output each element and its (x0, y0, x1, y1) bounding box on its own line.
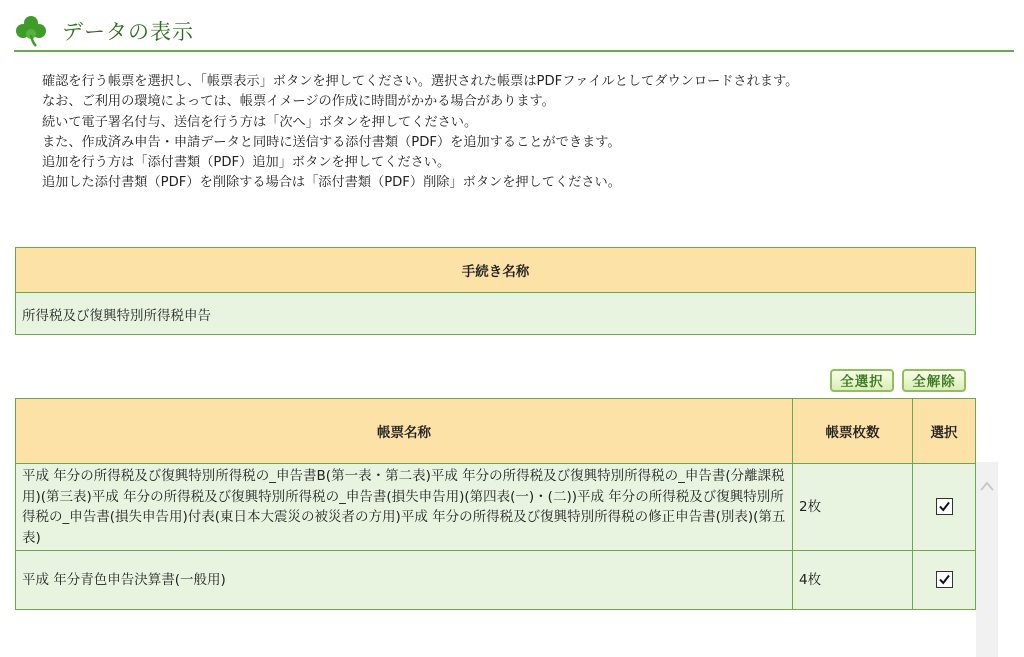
form-count: 4枚 (793, 551, 913, 610)
row-checkbox[interactable] (936, 571, 953, 588)
intro-line: 確認を行う帳票を選択し、「帳票表示」ボタンを押してください。選択された帳票はPDFファイルとしてダウンロードされます。 (42, 74, 799, 89)
scrollbar[interactable] (976, 462, 998, 657)
intro-line: 追加を行う方は「添付書類（PDF）追加」ボタンを押してください。 (42, 155, 451, 171)
intro-line: 続いて電子署名付与、送信を行う方は「次へ」ボタンを押してください。 (42, 114, 478, 130)
row-checkbox[interactable] (936, 498, 953, 515)
intro-line: 追加した添付書類（PDF）を削除する場合は「添付書類（PDF）削除」ボタンを押してください。 (42, 175, 621, 191)
table-row (16, 464, 976, 551)
forms-header-count: 帳票枚数 (793, 399, 913, 464)
page-title: データの表示 (62, 20, 194, 44)
select-all-button[interactable]: 全選択 (830, 369, 894, 392)
select-cell (913, 551, 976, 610)
intro-text (42, 72, 1002, 194)
forms-header-name: 帳票名称 (16, 399, 793, 464)
procedure-header: 手続き名称 (16, 248, 976, 293)
forms-table (15, 398, 976, 610)
procedure-name: 所得税及び復興特別所得税申告 (16, 293, 976, 335)
select-cell (913, 464, 976, 551)
form-name: 平成 年分青色申告決算書(一般用) (16, 551, 793, 610)
chevron-up-icon[interactable] (979, 480, 995, 492)
procedure-table (15, 247, 976, 335)
deselect-all-button[interactable]: 全解除 (902, 369, 966, 392)
form-count: 2枚 (793, 464, 913, 551)
table-row (16, 551, 976, 610)
checkmark-icon (938, 573, 951, 586)
checkmark-icon (938, 500, 951, 513)
intro-line: また、作成済み申告・申請データと同時に送信する添付書類（PDF）を追加することができます。 (42, 134, 621, 150)
clover-icon (14, 14, 48, 48)
page-header (14, 12, 1014, 52)
intro-line: なお、ご利用の環境によっては、帳票イメージの作成に時間がかかる場合があります。 (42, 94, 555, 110)
forms-header-select: 選択 (913, 399, 976, 464)
form-name: 平成 年分の所得税及び復興特別所得税の_申告書B(第一表・第二表)平成 年分の所得税及び復興特別所得税の_申告書(分離課税用)(第三表)平成 年分の所得税及び復興特別所得税の_申告書(損失申告用)(第四表(一)・(二))平成 年分の所得税及び復興特別所得税の_申告書(損失申告用)付表(東日本大震災の被災者の方用)平成 年分の所得税及び復興特別所得税の修正申告書(別表)(第五表) (16, 464, 793, 551)
